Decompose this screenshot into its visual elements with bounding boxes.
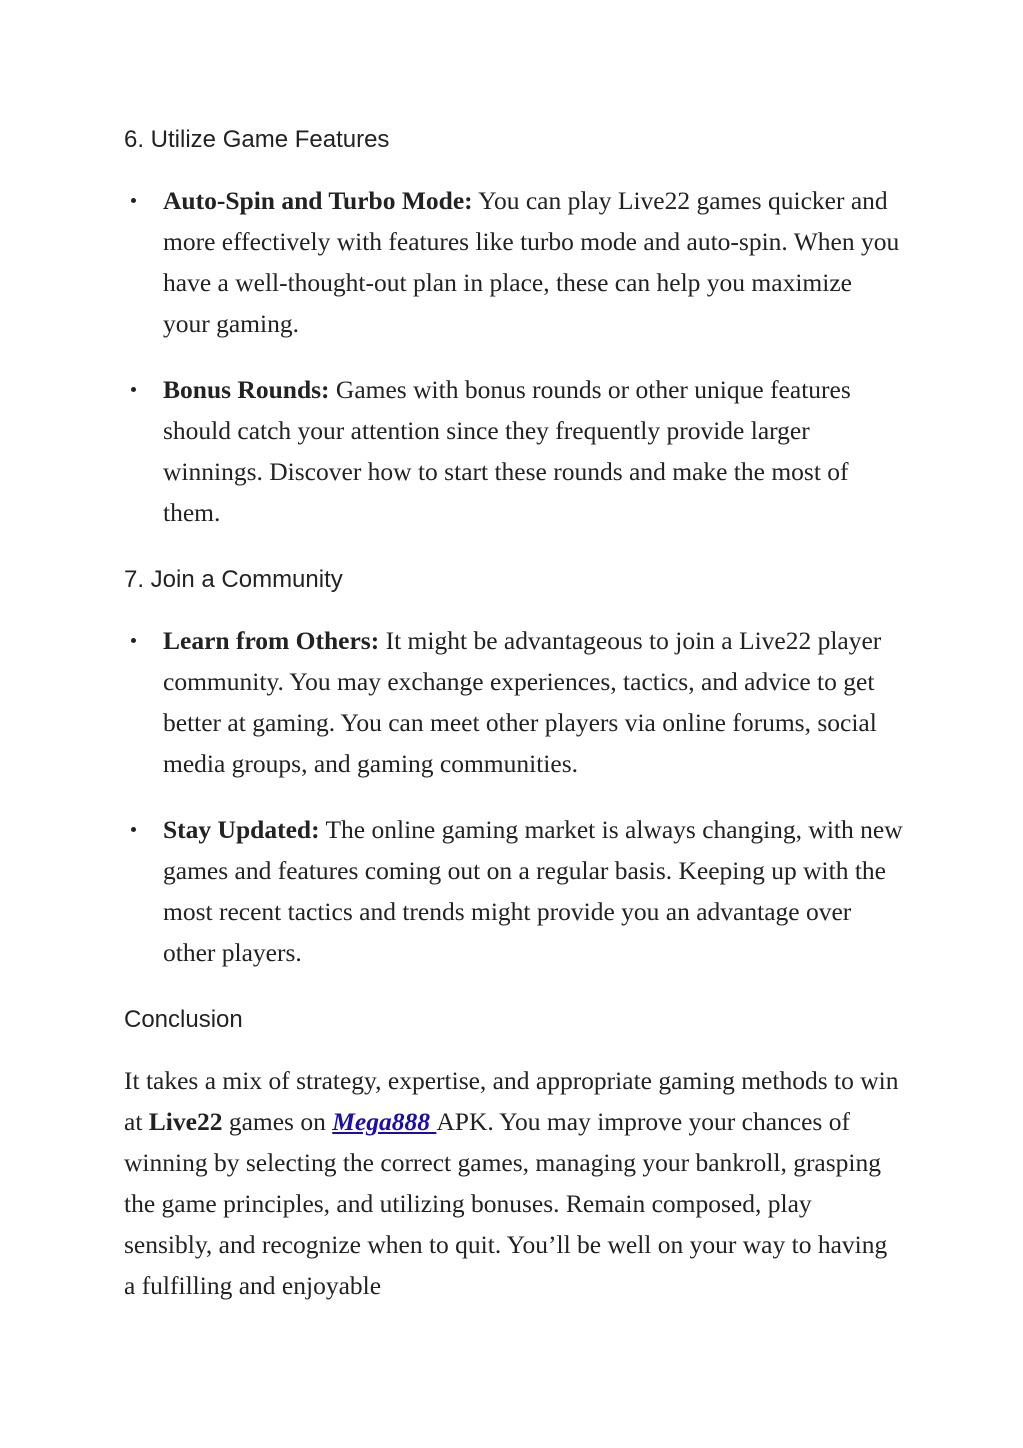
bullet-icon [131, 827, 136, 832]
list-item-body: It might be advantageous to join a Live22 player community. You may exchange experiences, tactics, and advice to get better at gaming. You can meet other players via online forums, social media groups, and gaming communities. [163, 626, 882, 778]
conclusion-text-part-2: games on [222, 1107, 333, 1136]
list-item-title: Auto-Spin and Turbo Mode: [163, 186, 473, 215]
list-item-body: The online gaming market is always changing, with new games and features coming out on a regular basis. Keeping up with the most recent tactics and trends might provide you an advantage over other players. [163, 815, 903, 967]
list-item-text [163, 180, 903, 344]
list-item-learn-from-others [0, 620, 1023, 784]
list-item-bonus-rounds [0, 369, 1023, 533]
list-item-auto-spin [0, 180, 1023, 344]
list-item-text [163, 809, 903, 973]
list-item-text [163, 369, 903, 533]
mega888-link[interactable]: Mega888 [332, 1107, 437, 1136]
conclusion-text-part-3: APK. You may improve your chances of winning by selecting the correct games, managing your bankroll, grasping the game principles, and utilizing bonuses. Remain composed, play sensibly, and recognize when to quit. You’ll be well on your way to having a fulfilling and enjoyable [124, 1107, 888, 1300]
bullet-icon [131, 387, 136, 392]
section-heading-conclusion: Conclusion [124, 1006, 243, 1033]
conclusion-bold-live22: Live22 [148, 1107, 223, 1136]
list-item-title: Learn from Others: [163, 626, 380, 655]
list-item-body: Games with bonus rounds or other unique features should catch your attention since they frequently provide larger winnings. Discover how to start these rounds and make the most of them. [163, 375, 851, 527]
conclusion-paragraph [124, 1060, 899, 1306]
list-item-body: You can play Live22 games quicker and more effectively with features like turbo mode and auto-spin. When you have a well-thought-out plan in place, these can help you maximize your gaming. [163, 186, 900, 338]
conclusion-text-part-1: It takes a mix of strategy, expertise, and appropriate gaming methods to win at [124, 1066, 899, 1136]
list-item-stay-updated [0, 809, 1023, 973]
list-item-title: Bonus Rounds: [163, 375, 330, 404]
list-item-text [163, 620, 903, 784]
list-item-title: Stay Updated: [163, 815, 320, 844]
section-heading-utilize-game-features: 6. Utilize Game Features [124, 126, 390, 153]
bullet-icon [131, 638, 136, 643]
bullet-icon [131, 198, 136, 203]
section-heading-join-a-community: 7. Join a Community [124, 566, 343, 593]
